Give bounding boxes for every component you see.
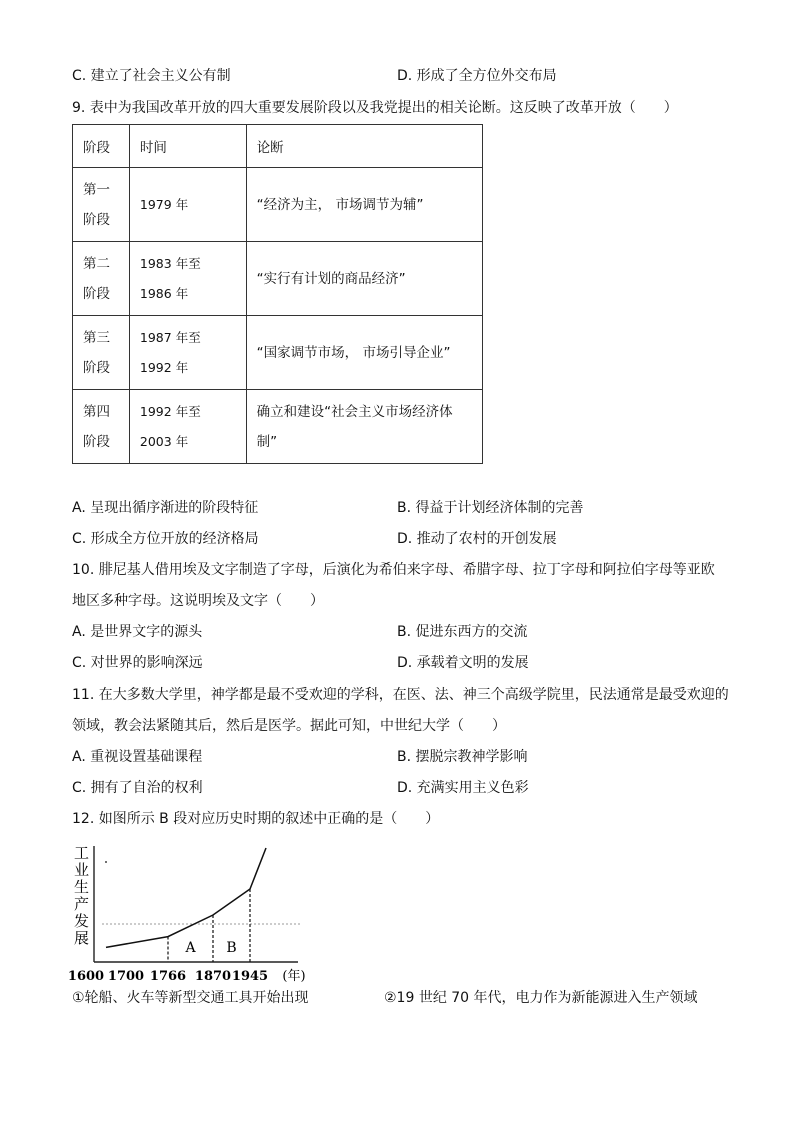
cell-time: 1983 年至 1986 年 [129, 242, 246, 316]
q10-stem-line2: 地区多种字母。这说明埃及文字（ ） [72, 593, 324, 609]
x-axis-label: (年) [282, 969, 306, 984]
q9-option-b: B. 得益于计划经济体制的完善 [397, 500, 584, 516]
segment-label-A: A [185, 940, 196, 956]
q10-option-c: C. 对世界的影响深远 [72, 655, 203, 671]
x-tick-label: 1766 [149, 969, 187, 984]
y-label-char: 生 [74, 878, 90, 896]
y-label-char: 业 [74, 861, 90, 879]
q9-option-c: C. 形成全方位开放的经济格局 [72, 531, 259, 547]
q11-option-c: C. 拥有了自治的权利 [72, 780, 203, 796]
growth-line [106, 848, 266, 947]
q10-option-d: D. 承载着文明的发展 [397, 655, 529, 671]
x-tick-label: 1945 [231, 969, 269, 984]
industrial-growth-chart [67, 838, 312, 984]
y-label-char: 发 [74, 912, 90, 930]
q11-option-a: A. 重视设置基础课程 [72, 749, 203, 765]
q8-option-c: C. 建立了社会主义公有制 [72, 68, 231, 84]
q12-stem: 12. 如图所示 B 段对应历史时期的叙述中正确的是（ ） [72, 811, 440, 827]
q9-stem: 9. 表中为我国改革开放的四大重要发展阶段以及我党提出的相关论断。这反映了改革开放（ ） [72, 100, 678, 116]
axis-dot-mark [105, 861, 107, 863]
y-label-char: 展 [74, 929, 90, 947]
cell-stage: 第二阶段 [73, 242, 130, 316]
cell-time: 1987 年至 1992 年 [129, 316, 246, 390]
q10-option-a: A. 是世界文字的源头 [72, 624, 203, 640]
cell-thesis: “实行有计划的商品经济” [246, 242, 482, 316]
header-stage: 阶段 [73, 125, 130, 168]
q10-stem-line1: 10. 腓尼基人借用埃及文字制造了字母，后演化为希伯来字母、希腊字母、拉丁字母和阿拉伯字母等亚欧 [72, 562, 715, 578]
table-row [73, 242, 483, 316]
cell-time: 1979 年 [129, 168, 246, 242]
q11-option-d: D. 充满实用主义色彩 [397, 780, 529, 796]
cell-stage: 第四阶段 [73, 390, 130, 464]
cell-thesis: 确立和建设“社会主义市场经济体制” [246, 390, 482, 464]
header-time: 时间 [129, 125, 246, 168]
x-tick-label: 1600 [67, 969, 105, 984]
q12-statement-1: ①轮船、火车等新型交通工具开始出现 [72, 990, 309, 1006]
cell-time: 1992 年至 2003 年 [129, 390, 246, 464]
q8-option-d: D. 形成了全方位外交布局 [397, 68, 557, 84]
q9-option-d: D. 推动了农村的开创发展 [397, 531, 557, 547]
cell-thesis: “国家调节市场， 市场引导企业” [246, 316, 482, 390]
q9-stage-table [72, 124, 483, 464]
y-label-char: 工 [74, 844, 90, 862]
q10-option-b: B. 促进东西方的交流 [397, 624, 528, 640]
x-tick-label: 1700 [107, 969, 145, 984]
y-label-char: 产 [74, 895, 90, 913]
q11-stem-line1: 11. 在大多数大学里，神学都是最不受欢迎的学科，在医、法、神三个高级学院里，民法通常是最受欢迎的 [72, 687, 729, 703]
y-axis-label [74, 844, 89, 947]
table-header-row [73, 125, 483, 168]
cell-stage: 第三阶段 [73, 316, 130, 390]
cell-stage: 第一阶段 [73, 168, 130, 242]
cell-thesis: “经济为主， 市场调节为辅” [246, 168, 482, 242]
q11-option-b: B. 摆脱宗教神学影响 [397, 749, 528, 765]
table-row [73, 168, 483, 242]
segment-label-B: B [226, 940, 237, 956]
q12-statement-2: ②19 世纪 70 年代，电力作为新能源进入生产领域 [384, 990, 698, 1006]
header-thesis: 论断 [246, 125, 482, 168]
table-row [73, 390, 483, 464]
x-tick-label: 1870 [194, 969, 232, 984]
q11-stem-line2: 领域，教会法紧随其后，然后是医学。据此可知，中世纪大学（ ） [72, 718, 506, 734]
table-row [73, 316, 483, 390]
q9-option-a: A. 呈现出循序渐进的阶段特征 [72, 500, 259, 516]
